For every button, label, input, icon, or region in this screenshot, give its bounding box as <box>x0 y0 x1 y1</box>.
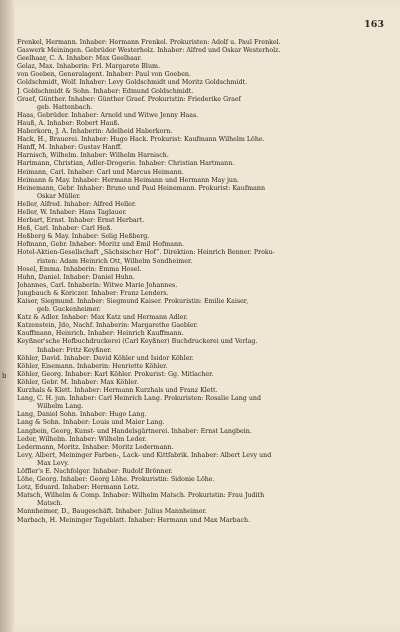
directory-entries <box>17 39 389 525</box>
entry-line: Heinemann, Gebr. Inhaber: Bruno und Paul Heinemann. Prokurist: Kaufmann <box>17 184 266 192</box>
entry-continuation-line: Matsch. <box>37 500 63 508</box>
entry-line: Gaswerk Meiningen. Gebrüder Westerholz. Inhaber: Alfred und Oskar Westerholz. <box>17 47 281 55</box>
entry-line: Katz & Adler. Inhaber: Max Katz und Hermann Adler. <box>17 314 188 322</box>
entry-line: Löhe, Georg. Inhaber: Georg Löhe. Prokuristin: Sidonie Löhe. <box>17 476 215 484</box>
entry-continuation-line: Wilhelm Lang. <box>37 403 84 411</box>
entry-line: Heller, W. Inhaber: Hans Taglauer. <box>17 208 127 216</box>
entry-line: Frenkel, Hermann. Inhaber: Hermann Frenkel. Prokuristen: Adolf u. Paul Frenkel. <box>17 39 281 46</box>
entry-line: Hack, H., Brauerei. Inhaber: Hugo Hack. Prokurist: Kaufmann Wilhelm Löhe. <box>17 136 265 144</box>
entry-line: Heß, Carl. Inhaber: Carl Heß. <box>17 225 113 233</box>
entry-line: Hotel-Aktien-Gesellschaft „Sächsischer Hof“. Direktion: Heinrich Benner. Proku- <box>17 249 275 257</box>
entry-line: Langbein, Georg, Kunst- und Handelsgärtnerei. Inhaber: Ernst Langbein. <box>17 427 252 435</box>
entry-line: Kurzhals & Klett. Inhaber: Hermann Kurzhals und Franz Klett. <box>17 387 218 395</box>
entry-line: Marbach, H. Meininger Tageblatt. Inhaber: Hermann und Max Marbach. <box>17 516 251 524</box>
entry-line: Johannes, Carl. Inhaberin: Witwe Marie Johannes. <box>17 281 178 289</box>
entry-line: Heimann, Carl. Inhaber: Carl und Marcus Heimann. <box>17 168 184 176</box>
entry-line: Leder, Wilhelm. Inhaber: Wilhelm Leder. <box>17 435 147 443</box>
entry-line: Heller, Alfred. Inhaber: Alfred Heller. <box>17 200 137 208</box>
book-gutter <box>0 0 14 632</box>
entry-line: Mannheimer, D., Baugeschäft. Inhaber: Julius Mannheimer. <box>17 508 207 516</box>
entry-line: Levy, Albert, Meininger Farben-, Lack- und Kittfabrik. Inhaber: Albert Levy und <box>17 451 272 459</box>
entry-continuation-line: Oskar Müller. <box>37 192 81 200</box>
entry-line: Löffler's E. Nachfolger. Inhaber: Rudolf Brönner. <box>17 467 173 475</box>
entry-line: Heßberg & May. Inhaber: Selig Heßberg. <box>17 233 150 241</box>
entry-continuation-line: geb. Hattenbach. <box>37 103 93 111</box>
entry-line: Katzenstein, Jdo, Nachf. Inhaberin: Margarethe Gaebler. <box>17 322 198 330</box>
entry-line: Lotz, Eduard. Inhaber: Hermann Lotz. <box>17 484 140 492</box>
entry-line: Köhler, Eisemann. Inhaberin: Henriette Köhler. <box>17 362 168 370</box>
entry-line: Ledermann, Moritz. Inhaber: Moritz Ledermann. <box>17 443 174 451</box>
margin-mark: b <box>2 372 7 380</box>
entry-line: Köhler, Georg. Inhaber: Karl Köhler. Prokurist: Gg. Mitlacher. <box>17 370 214 378</box>
entry-line: Herbart, Ernst. Inhaber: Ernst Herbart. <box>17 217 145 225</box>
page-number: 163 <box>364 19 384 30</box>
entry-line: Harnisch, Wilhelm. Inhaber: Wilhelm Harnisch. <box>17 152 169 160</box>
entry-line: J. Goldschmidt & Sohn. Inhaber: Edmund Goldschmidt. <box>17 87 194 95</box>
entry-continuation-line: Inhaber: Fritz Keyßner. <box>37 346 112 354</box>
entry-line: Hanff, M. Inhaber: Gustav Hanff. <box>17 144 122 152</box>
entry-line: Kauffmann, Heinrich. Inhaber: Heinrich Kauffmann. <box>17 330 184 338</box>
entry-line: Geelhaar, C. A. Inhaber: Max Geelhaar. <box>17 55 142 63</box>
entry-line: Graef, Günther. Inhaber: Günther Graef. Prokuristin: Friederike Graef <box>17 95 241 103</box>
entry-line: Goldschmidt, Wolf. Inhaber: Levy Goldschmidt und Moritz Goldschmidt. <box>17 79 248 87</box>
entry-line: Gelaz, Max. Inhaberin: Frl. Margarete Blum. <box>17 63 160 71</box>
entry-line: Matsch, Wilhelm & Comp. Inhaber: Wilhelm Matsch. Prokuristin: Frau Judith <box>17 492 265 500</box>
entry-line: Huhn, Daniel. Inhaber: Daniel Huhn. <box>17 273 135 281</box>
entry-line: Lang & Sohn. Inhaber: Louis und Maier Lang. <box>17 419 165 427</box>
entry-line: Hosel, Emma. Inhaberin: Emma Hosel. <box>17 265 142 273</box>
entry-line: Heimann & May. Inhaber: Hermann Heimann und Hermann May jun. <box>17 176 240 184</box>
entry-line: Köhler, Gebr. M. Inhaber: Max Köhler. <box>17 378 139 386</box>
entry-line: Lang, Daniel Sohn. Inhaber: Hugo Lang. <box>17 411 147 419</box>
entry-line: Lang, C. H. jun. Inhaber: Carl Heinrich Lang. Prokuristen: Rosalie Lang und <box>17 395 261 403</box>
entry-continuation-line: risten: Adam Heinrich Ott, Wilhelm Sondheimer. <box>37 257 193 265</box>
entry-line: Haas, Gebrüder. Inhaber: Arnold und Witwe Jenny Haas. <box>17 111 199 119</box>
entry-line: Hauß, A. Inhaber: Robert Hauß. <box>17 119 120 127</box>
entry-line: von Goeben, Generalagent. Inhaber: Paul von Goeben. <box>17 71 191 79</box>
entry-continuation-line: geb. Guckenheimer. <box>37 306 101 314</box>
entry-line: Haberkorn, J. A. Inhaberin: Adelheid Haberkorn. <box>17 128 173 136</box>
entry-continuation-line: Max Levy. <box>37 459 69 467</box>
entry-line: Hofmann, Gebr. Inhaber: Moritz und Emil Hofmann. <box>17 241 185 249</box>
entry-line: Köhler, David. Inhaber: David Köhler und Isidor Köhler. <box>17 354 194 362</box>
entry-line: Hartmann, Christian, Adler-Drogerie. Inhaber: Christian Hartmann. <box>17 160 235 168</box>
entry-line: Keyßner'sche Hofbuchdruckerei (Carl Keyßner) Buchdruckerei und Verlag. <box>17 338 258 346</box>
entry-line: Kaiser, Siegmund. Inhaber: Siegmund Kaiser. Prokuristin: Emilie Kaiser, <box>17 298 249 305</box>
entry-line: Jungbauch & Koriczer. Inhaber: Franz Lenders. <box>17 289 169 297</box>
